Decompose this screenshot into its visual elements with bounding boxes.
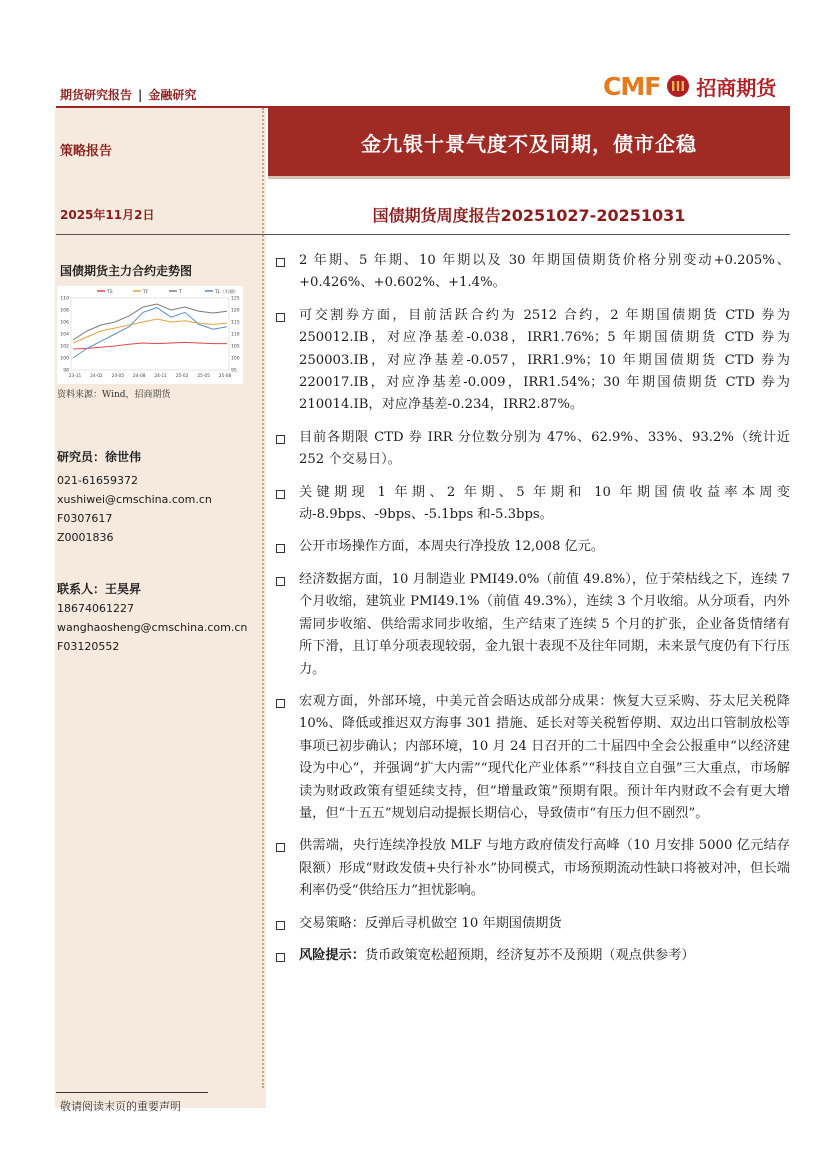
bullet-text — [299, 835, 790, 902]
y-right-tick: 120 — [231, 308, 240, 314]
y-right-tick: 95 — [231, 368, 237, 374]
bullet-text — [299, 482, 790, 527]
summary-bullet — [276, 913, 790, 935]
legend-label: TL（右轴） — [215, 290, 239, 295]
y-left-tick: 110 — [60, 296, 69, 302]
contact-email[interactable]: wanghaosheng@cmschina.com.cn — [57, 621, 248, 634]
y-right-tick: 110 — [231, 332, 240, 338]
analyst-phone: 021-61659372 — [57, 474, 138, 487]
bullet-body: 经济数据方面，10 月制造业 PMI49.0%（前值 49.8%），位于荣枯线之下，连续 7 个月收缩，建筑业 PMI49.1%（前值 49.3%），连续 3 个月收缩。从分项看，内外需同步收缩、供给需求同步收缩，生产结束了连续 5 个月的扩张，企业备货情绪有所下滑，且订单分项表现较弱，金九银十表现不及往年同期，未来景气度仍有下行压力。 — [299, 571, 790, 677]
x-tick: 25-08 — [218, 374, 232, 379]
title-banner — [268, 108, 790, 176]
bullet-text — [299, 913, 790, 935]
legend-label: TF — [143, 290, 149, 295]
y-right-tick: 105 — [231, 344, 240, 350]
y-right-tick: 100 — [231, 356, 240, 362]
y-right-tick: 115 — [231, 320, 240, 326]
chart-svg — [57, 286, 243, 384]
bullet-body: 供需端，央行连续净投放 MLF 与地方政府债发行高峰（10 月安排 5000 亿元结存限额）形成“财政发债+央行补水”协同模式，市场预期流动性缺口将被对冲，但长端利率仍受“供给压力”担忧影响。 — [299, 838, 790, 899]
bullet-body: 关键期现 1 年期、2 年期、5 年期和 10 年期国债收益率本周变动-8.9bps、-9bps、-5.1bps 和-5.3bps。 — [299, 484, 790, 523]
bullet-square-icon — [276, 490, 285, 499]
x-tick: 24-05 — [111, 374, 125, 379]
analyst-block — [57, 448, 212, 547]
bullet-square-icon — [276, 544, 285, 553]
footer-disclaimer: 敬请阅读末页的重要声明 — [60, 1100, 181, 1113]
contact-name: 联系人：王昊昇 — [57, 582, 142, 596]
footer-rule — [56, 1092, 208, 1093]
analyst-name: 研究员：徐世伟 — [57, 450, 142, 464]
x-tick: 25-02 — [175, 374, 189, 379]
analyst-email[interactable]: xushiwei@cmschina.com.cn — [57, 493, 212, 506]
y-left-tick: 108 — [60, 308, 69, 314]
bullet-body: 目前各期限 CTD 券 IRR 分位数分别为 47%、62.9%、33%、93.2%（统计近 252 个交易日）。 — [299, 429, 790, 468]
bullet-square-icon — [276, 258, 285, 267]
x-tick: 24-02 — [90, 374, 103, 379]
contact-cert: F03120552 — [57, 640, 120, 653]
subcategory-label: 金融研究 — [148, 88, 197, 102]
report-category — [60, 86, 196, 103]
y-left-tick: 102 — [60, 344, 69, 350]
x-tick: 24-08 — [133, 374, 146, 379]
bullet-text — [299, 250, 790, 295]
summary-bullet — [276, 536, 790, 558]
chart-source: 资料来源：Wind，招商期货 — [57, 390, 171, 400]
summary-bullet — [276, 569, 790, 681]
main-title: 金九银十景气度不及同期，债市企稳 — [361, 131, 697, 156]
bullet-text — [299, 945, 790, 967]
bullet-body: 宏观方面，外部环境，中美元首会晤达成部分成果：恢复大豆采购、芬太尼关税降 10%、降低或推迟双方海事 301 措施、延长对等关税暂停期、双边出口管制放松等事项已初步确认；内部环境，10 月 24 日召开的二十届四中全会公报重申“以经济建设为中心”，并强调“扩大内需”“现代化产业体系”“科技自立自强”三大重点，市场解读为财政政策有望延续支持，但“增量政策”预期有限。预计年内财政不会有更大增量，但“十五五”规划启动提振长期信心，导致债市“有压力但不剧烈”。 — [299, 693, 790, 821]
logo-text-cn: 招商期货 — [696, 75, 777, 100]
logo-emblem-icon — [666, 74, 690, 98]
bullet-body: 2 年期、5 年期、10 年期以及 30 年期国债期货价格分别变动+0.205%、+0.426%、+0.602%、+1.4%。 — [299, 253, 790, 291]
company-logo — [603, 68, 793, 104]
y-left-tick: 104 — [60, 332, 69, 338]
summary-bullet — [276, 250, 790, 295]
bullet-body: 公开市场操作方面，本周央行净投放 12,008 亿元。 — [299, 539, 605, 555]
bullet-text — [299, 305, 790, 417]
series-line — [73, 304, 227, 340]
bullet-prefix: 风险提示： — [299, 947, 365, 963]
contact-phone: 18674061227 — [57, 602, 134, 615]
bullet-text — [299, 569, 790, 681]
summary-bullet — [276, 427, 790, 472]
category-label: 期货研究报告 — [60, 88, 133, 102]
bullet-square-icon — [276, 699, 285, 708]
report-date: 2025年11月2日 — [60, 208, 155, 222]
y-left-tick: 98 — [63, 368, 69, 374]
bullet-square-icon — [276, 435, 285, 444]
bullet-text — [299, 691, 790, 825]
bullet-text — [299, 427, 790, 472]
report-subtitle: 国债期货周度报告20251027-20251031 — [372, 206, 686, 225]
bullet-text — [299, 536, 790, 558]
analyst-cert-1: F0307617 — [57, 512, 113, 525]
report-type: 策略报告 — [60, 144, 113, 159]
sidebar-divider — [262, 108, 266, 1088]
legend-label: TS — [107, 290, 113, 295]
series-line — [73, 319, 227, 343]
banner-underline — [268, 176, 790, 179]
price-trend-chart — [57, 286, 243, 384]
y-left-tick: 100 — [60, 356, 69, 362]
bullet-square-icon — [276, 577, 285, 586]
analyst-cert-2: Z0001836 — [57, 531, 114, 544]
x-tick: 24-11 — [154, 374, 167, 379]
bullet-body: 交易策略：反弹后寻机做空 10 年期国债期货 — [299, 915, 562, 931]
legend-label: T — [179, 290, 182, 295]
summary-bullets — [276, 250, 790, 977]
x-tick: 23-11 — [68, 374, 82, 379]
contact-block — [57, 580, 247, 656]
summary-bullet — [276, 691, 790, 825]
bullet-body: 货币政策宽松超预期，经济复苏不及预期（观点供参考） — [364, 947, 695, 963]
separator: | — [138, 88, 143, 102]
subtitle-rule — [56, 234, 790, 235]
y-left-tick: 106 — [60, 320, 69, 326]
bullet-square-icon — [276, 921, 285, 930]
bullet-square-icon — [276, 313, 285, 322]
x-tick: 25-05 — [197, 374, 210, 379]
summary-bullet — [276, 305, 790, 417]
bullet-square-icon — [276, 843, 285, 852]
logo-text-en: CMF — [603, 71, 661, 101]
summary-bullet — [276, 835, 790, 902]
y-right-tick: 125 — [231, 296, 240, 302]
summary-bullet — [276, 945, 790, 967]
chart-title: 国债期货主力合约走势图 — [60, 264, 193, 278]
bullet-body: 可交割券方面，目前活跃合约为 2512 合约，2 年期国债期货 CTD 券为 250012.IB，对应净基差-0.038，IRR1.76%；5 年期国债期货 CTD 券为 250003.IB，对应净基差-0.057，IRR1.9%；10 年期国债期货 CTD 券为 220017.IB，对应净基差-0.009，IRR1.54%；30 年期国债期货 CTD 券为 210014.IB，对应净基差-0.234，IRR2.87%。 — [299, 307, 790, 413]
bullet-square-icon — [276, 953, 285, 962]
summary-bullet — [276, 482, 790, 527]
